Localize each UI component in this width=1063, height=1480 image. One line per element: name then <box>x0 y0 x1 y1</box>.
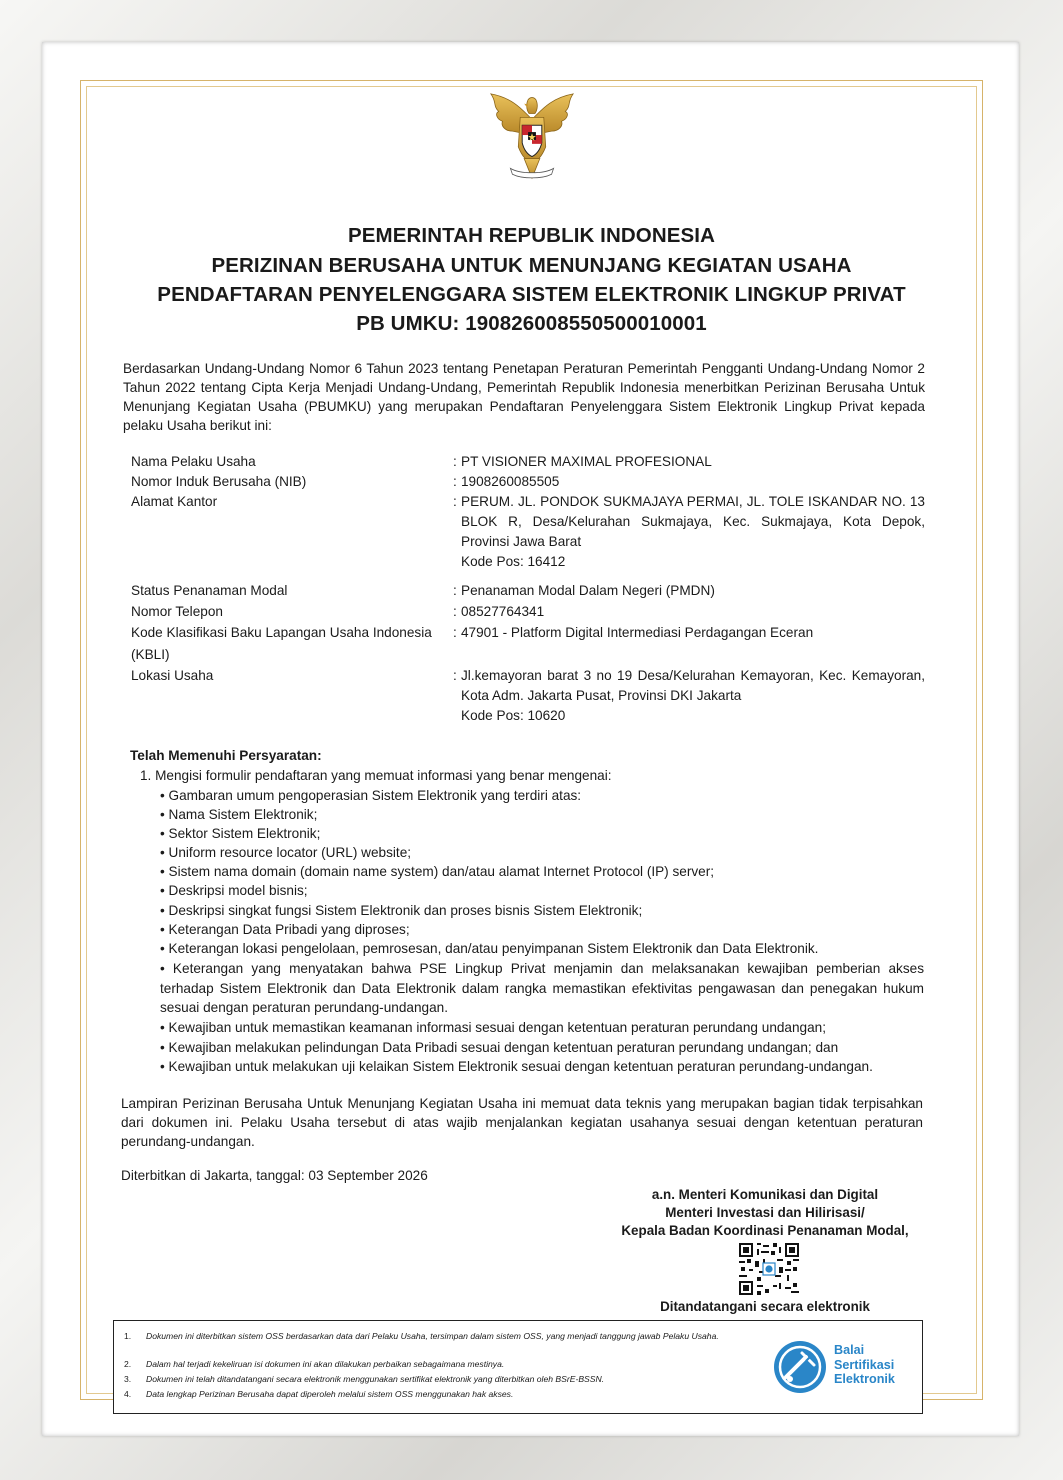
value-text: 1908260085505 <box>461 474 560 489</box>
colon: : <box>453 474 457 489</box>
requirement-bullet: • Kewajiban melakukan pelindungan Data Pribadi sesuai dengan ketentuan peraturan perundang undangan; dan <box>160 1040 839 1055</box>
colon: : <box>453 494 457 509</box>
value-alamat-kantor <box>453 492 925 572</box>
label-alamat-kantor: Alamat Kantor <box>131 494 218 509</box>
bsre-logo-icon <box>772 1339 828 1395</box>
value-text: Jl.kemayoran barat 3 no 19 Desa/Kelurahan Kemayoran, Kec. Kemayoran, Kota Adm. Jakarta Pusat, Provinsi DKI Jakarta <box>461 668 925 703</box>
requirement-bullet: • Keterangan yang menyatakan bahwa PSE Lingkup Privat menjamin dan melaksanakan kewajiban pemberian akses terhadap Sistem Elektronik dan Data Elektronik dalam rangka memastikan efektivitas pengawasan dan penegakan hukum sesuai dengan peraturan perundang-undangan. <box>160 961 924 1015</box>
intro-paragraph: Berdasarkan Undang-Undang Nomor 6 Tahun 2023 tentang Penetapan Peraturan Pemerintah Pengganti Undang-Undang Nomor 2 Tahun 2022 tentang Cipta Kerja Menjadi Undang-Undang, Pemerintah Republik Indonesia menerbitkan Perizinan Berusaha Untuk Menunjang Kegiatan Usaha (PBUMKU) yang merupakan Pendaftaran Penyelenggara Sistem Elektronik Lingkup Privat kepada pelaku Usaha berikut ini: <box>123 361 925 433</box>
signed-electronically: Ditandatangani secara elektronik <box>660 1299 870 1314</box>
value-text: PT VISIONER MAXIMAL PROFESIONAL <box>461 454 712 469</box>
colon: : <box>453 583 457 598</box>
title-line-3: PENDAFTARAN PENYELENGGARA SISTEM ELEKTRONIK LINGKUP PRIVAT <box>157 283 906 306</box>
kode-pos: Kode Pos: 10620 <box>461 708 566 723</box>
qr-code-icon <box>739 1243 799 1295</box>
note-text: Data lengkap Perizinan Berusaha dapat diperoleh melalui sistem OSS menggunakan hak akses. <box>146 1389 514 1399</box>
label-nib: Nomor Induk Berusaha (NIB) <box>131 474 307 489</box>
note-item <box>124 1389 764 1400</box>
value-lokasi-usaha <box>453 666 925 726</box>
label-nama-pelaku-usaha: Nama Pelaku Usaha <box>131 454 256 469</box>
value-nomor-telepon <box>453 602 925 622</box>
label-lokasi-usaha: Lokasi Usaha <box>131 668 214 683</box>
value-nib <box>453 472 925 492</box>
notes-box <box>113 1320 923 1414</box>
issued-date: Diterbitkan di Jakarta, tanggal: 03 September 2026 <box>121 1168 428 1183</box>
requirement-bullet: • Keterangan lokasi pengelolaan, pemrosesan, dan/atau penyimpanan Sistem Elektronik dan Data Elektronik. <box>160 941 819 956</box>
bsre-line-1: Balai <box>834 1343 865 1357</box>
pb-umku-number: PB UMKU: 190826008550500010001 <box>356 312 707 335</box>
bsre-line-3: Elektronik <box>834 1372 895 1386</box>
note-item <box>124 1359 764 1370</box>
title-line-2: PERIZINAN BERUSAHA UNTUK MENUNJANG KEGIATAN USAHA <box>211 254 852 277</box>
note-item <box>124 1331 764 1342</box>
kode-pos: Kode Pos: 16412 <box>461 554 566 569</box>
requirement-bullet: • Nama Sistem Elektronik; <box>160 807 318 822</box>
title-line-1: PEMERINTAH REPUBLIK INDONESIA <box>348 224 715 247</box>
signature-line-3: Kepala Badan Koordinasi Penanaman Modal, <box>621 1223 909 1238</box>
value-nama-pelaku-usaha <box>453 452 925 472</box>
note-number: 2. <box>124 1359 132 1369</box>
label-status-penanaman-modal: Status Penanaman Modal <box>131 583 288 598</box>
note-number: 1. <box>124 1331 132 1341</box>
colon: : <box>453 604 457 619</box>
note-text: Dokumen ini telah ditandatangani secara elektronik menggunakan sertifikat elektronik yang diterbitkan oleh BSrE-BSSN. <box>146 1374 605 1384</box>
value-kbli <box>453 623 925 643</box>
note-number: 3. <box>124 1374 132 1384</box>
requirement-bullet: • Kewajiban untuk melakukan uji kelaikan Sistem Elektronik sesuai dengan ketentuan peraturan perundang-undangan. <box>160 1059 873 1074</box>
requirements-heading: Telah Memenuhi Persyaratan: <box>130 748 322 763</box>
signature-line-1: a.n. Menteri Komunikasi dan Digital <box>651 1187 879 1202</box>
colon: : <box>453 454 457 469</box>
requirement-bullet: • Uniform resource locator (URL) website; <box>160 845 412 860</box>
value-text: 47901 - Platform Digital Intermediasi Perdagangan Eceran <box>461 625 814 640</box>
signature-line-2: Menteri Investasi dan Hilirisasi/ <box>665 1205 865 1220</box>
requirement-bullet: • Sektor Sistem Elektronik; <box>160 826 321 841</box>
colon: : <box>453 668 457 683</box>
requirement-bullet: • Deskripsi singkat fungsi Sistem Elektronik dan proses bisnis Sistem Elektronik; <box>160 903 643 918</box>
value-text: 08527764341 <box>461 604 545 619</box>
note-item <box>124 1374 764 1385</box>
label-kbli-abbr: (KBLI) <box>131 647 170 662</box>
label-kbli: Kode Klasifikasi Baku Lapangan Usaha Indonesia <box>131 625 432 640</box>
value-text: PERUM. JL. PONDOK SUKMAJAYA PERMAI, JL. TOLE ISKANDAR NO. 13 BLOK R, Desa/Kelurahan Sukmajaya, Kec. Sukmajaya, Kota Depok, Provinsi Jawa Barat <box>461 494 925 549</box>
value-status-penanaman-modal <box>453 581 925 601</box>
garuda-emblem-icon <box>483 88 581 186</box>
requirement-bullet: • Sistem nama domain (domain name system) dan/atau alamat Internet Protocol (IP) server; <box>160 864 715 879</box>
note-number: 4. <box>124 1389 132 1399</box>
requirement-bullet: • Deskripsi model bisnis; <box>160 883 308 898</box>
colon: : <box>453 625 457 640</box>
attachment-paragraph: Lampiran Perizinan Berusaha Untuk Menunjang Kegiatan Usaha ini memuat data teknis yang merupakan bagian tidak terpisahkan dari dokumen ini. Pelaku Usaha tersebut di atas wajib menjalankan kegiatan usahanya sesuai dengan ketentuan peraturan perundang-undangan. <box>121 1096 923 1149</box>
requirement-item-1: 1. Mengisi formulir pendaftaran yang memuat informasi yang benar mengenai: <box>140 768 612 783</box>
label-nomor-telepon: Nomor Telepon <box>131 604 223 619</box>
note-text: Dalam hal terjadi kekeliruan isi dokumen ini akan dilakukan perbaikan sebagaimana mestinya. <box>146 1359 505 1369</box>
note-text: Dokumen ini diterbitkan sistem OSS berdasarkan data dari Pelaku Usaha, tersimpan dalam sistem OSS, yang menjadi tanggung jawab Pelaku Usaha. <box>146 1331 719 1341</box>
requirement-bullet: • Gambaran umum pengoperasian Sistem Elektronik yang terdiri atas: <box>160 788 582 803</box>
requirement-bullet: • Kewajiban untuk memastikan keamanan informasi sesuai dengan ketentuan peraturan perundang undangan; <box>160 1020 827 1035</box>
bsre-label <box>834 1343 895 1387</box>
requirement-bullet: • Keterangan Data Pribadi yang diproses; <box>160 922 410 937</box>
bsre-line-2: Sertifikasi <box>834 1357 895 1372</box>
value-text: Penanaman Modal Dalam Negeri (PMDN) <box>461 583 715 598</box>
